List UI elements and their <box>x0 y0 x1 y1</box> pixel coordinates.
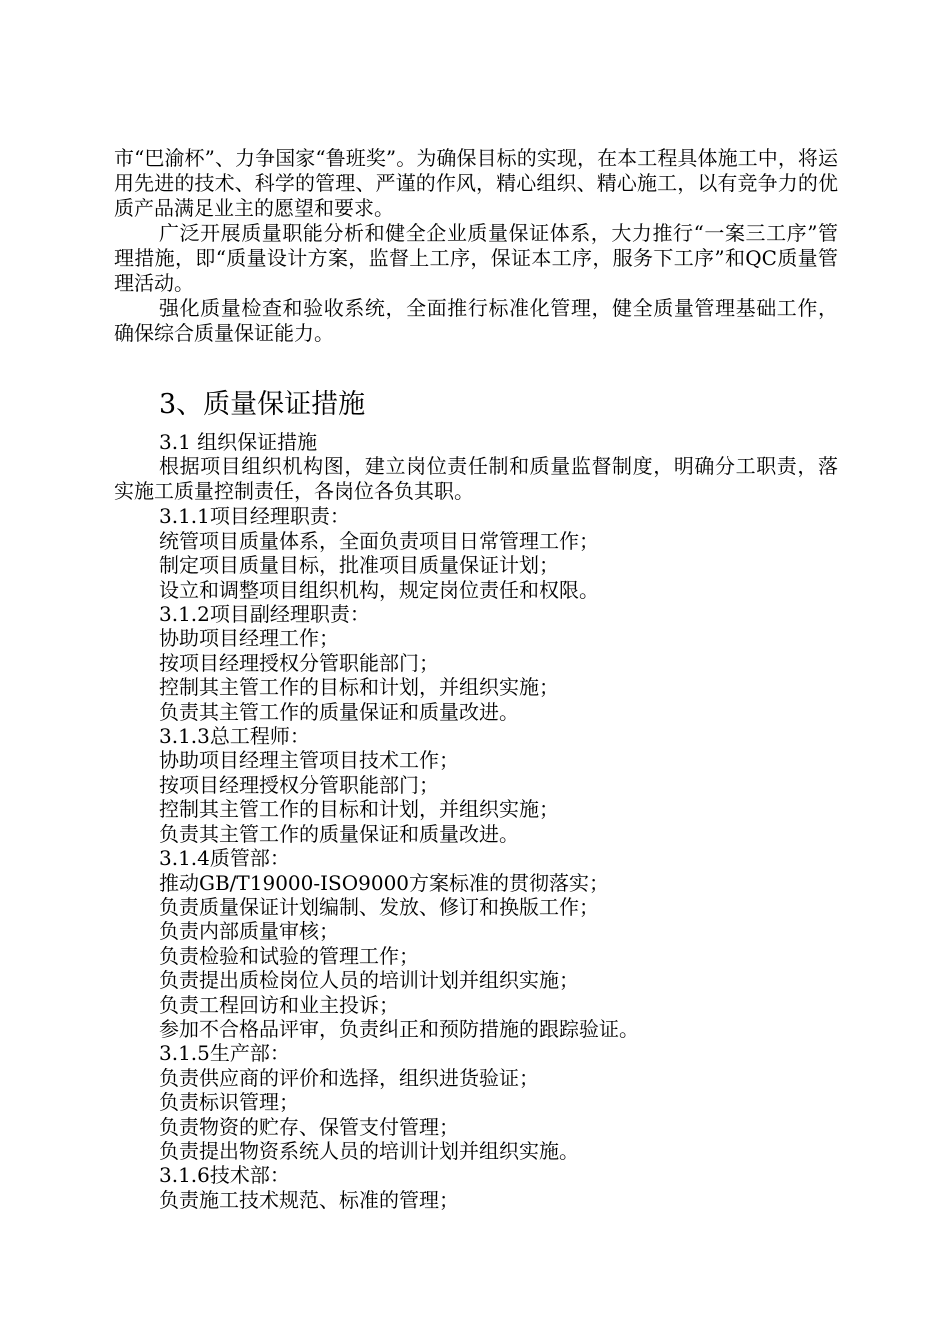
list-item: 负责工程回访和业主投诉； <box>159 992 399 1017</box>
list-item: 负责检验和试验的管理工作； <box>159 943 419 968</box>
intro-paragraph: 市“巴渝杯”、力争国家“鲁班奖”。为确保目标的实现，在本工程具体施工中，将运用先进的技术、科学的管理、严谨的作风，精心组织、精心施工，以有竞争力的优质产品满足业主的愿望和要求。 <box>114 146 838 220</box>
list-item: 协助项目经理主管项目技术工作； <box>159 748 459 773</box>
intro-paragraph: 广泛开展质量职能分析和健全企业质量保证体系，大力推行“一案三工序”管理措施，即“质量设计方案，监督上工序，保证本工序，服务下工序”和QC质量管理活动。 <box>114 221 838 295</box>
responsibility-list <box>114 504 838 1212</box>
subsection-title: 3.1 组织保证措施 <box>159 430 318 454</box>
list-item: 推动GB/T19000-ISO9000方案标准的贯彻落实； <box>159 870 610 895</box>
list-item: 负责其主管工作的质量保证和质量改进。 <box>159 821 519 846</box>
list-item: 统管项目质量体系，全面负责项目日常管理工作； <box>159 528 599 553</box>
section-heading: 3、质量保证措施 <box>159 389 366 420</box>
list-item: 负责提出物资系统人员的培训计划并组织实施。 <box>159 1138 579 1163</box>
list-item: 参加不合格品评审，负责纠正和预防措施的跟踪验证。 <box>159 1016 639 1041</box>
list-item: 负责其主管工作的质量保证和质量改进。 <box>159 699 519 724</box>
list-item: 负责提出质检岗位人员的培训计划并组织实施； <box>159 968 579 993</box>
role-heading: 3.1.3总工程师： <box>159 724 310 749</box>
role-heading: 3.1.4质管部： <box>159 846 290 871</box>
list-item: 负责内部质量审核； <box>159 919 339 944</box>
document-body <box>114 146 838 1212</box>
list-item: 负责质量保证计划编制、发放、修订和换版工作； <box>159 894 599 919</box>
list-item: 负责物资的贮存、保管支付管理； <box>159 1114 459 1139</box>
list-item: 负责供应商的评价和选择，组织进货验证； <box>159 1065 539 1090</box>
role-heading: 3.1.1项目经理职责： <box>159 504 350 529</box>
role-heading: 3.1.6技术部： <box>159 1163 290 1188</box>
list-item: 按项目经理授权分管职能部门； <box>159 772 439 797</box>
list-item: 按项目经理授权分管职能部门； <box>159 650 439 675</box>
role-heading: 3.1.5生产部： <box>159 1041 290 1066</box>
list-item: 负责施工技术规范、标准的管理； <box>159 1187 459 1212</box>
list-item: 设立和调整项目组织机构，规定岗位责任和权限。 <box>159 577 599 602</box>
list-item: 控制其主管工作的目标和计划，并组织实施； <box>159 675 559 700</box>
list-item: 负责标识管理； <box>159 1090 299 1115</box>
intro-paragraph: 强化质量检查和验收系统，全面推行标准化管理，健全质量管理基础工作，确保综合质量保证能力。 <box>114 296 838 345</box>
list-item: 协助项目经理工作； <box>159 626 339 651</box>
subsection-intro: 根据项目组织机构图，建立岗位责任制和质量监督制度，明确分工职责，落实施工质量控制责任，各岗位各负其职。 <box>114 454 838 504</box>
list-item: 控制其主管工作的目标和计划，并组织实施； <box>159 797 559 822</box>
role-heading: 3.1.2项目副经理职责： <box>159 602 370 627</box>
list-item: 制定项目质量目标，批准项目质量保证计划； <box>159 553 559 578</box>
